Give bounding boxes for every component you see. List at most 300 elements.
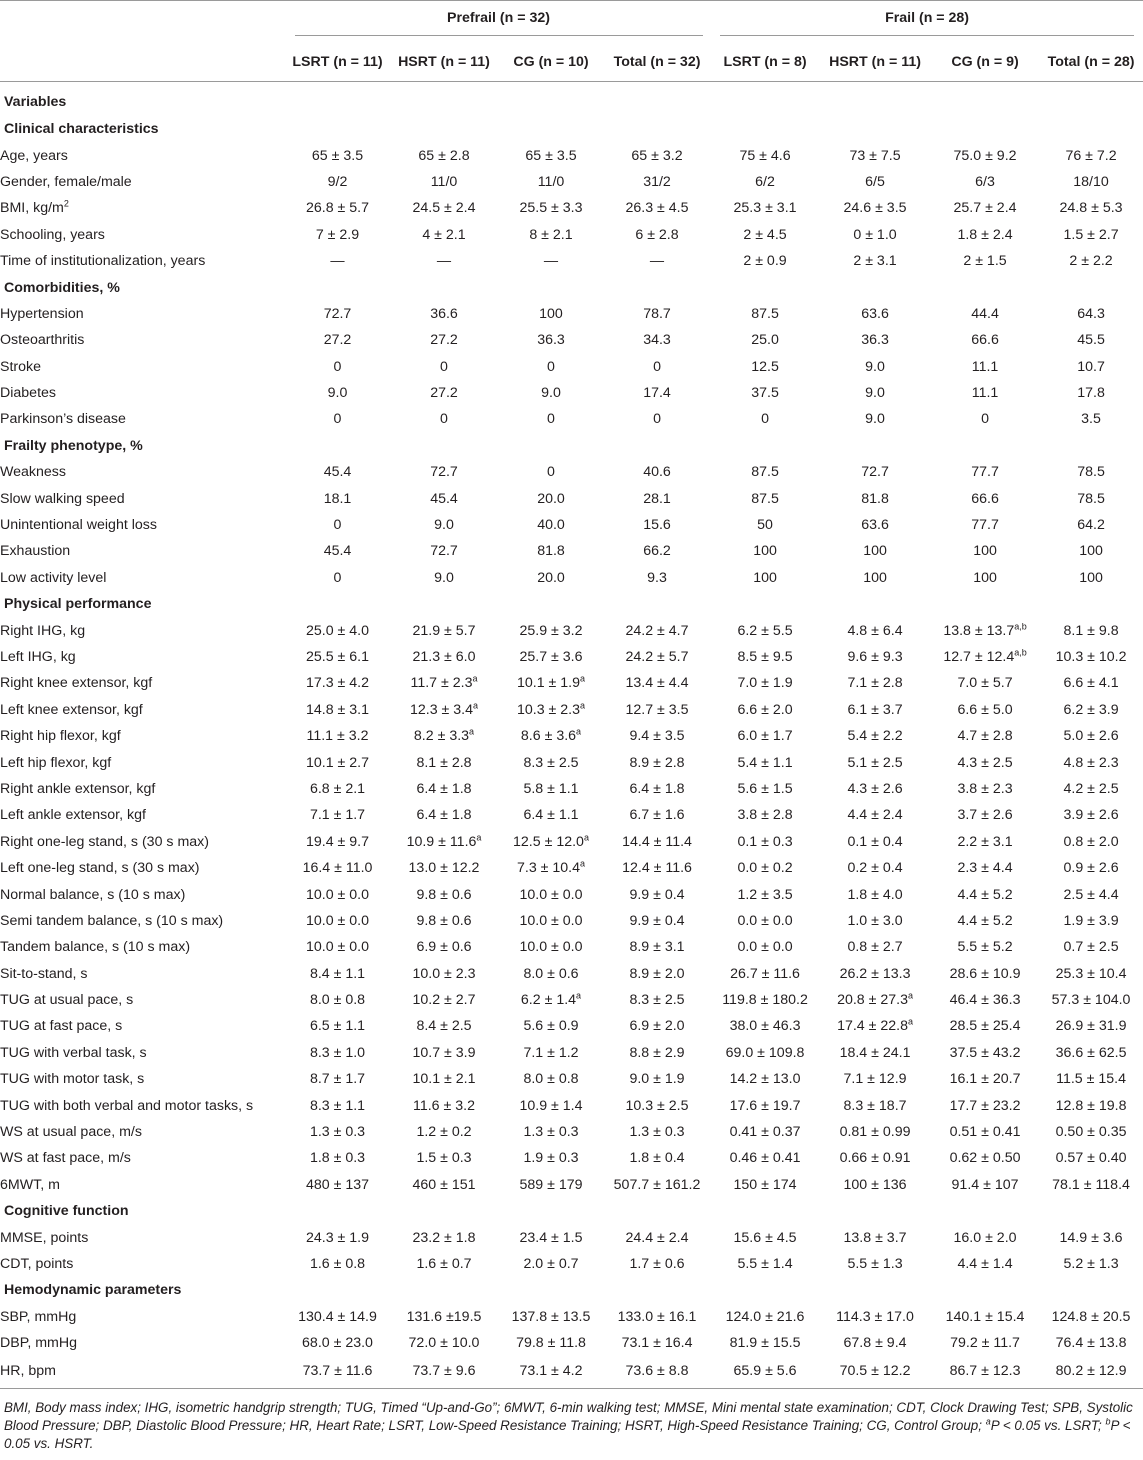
row-label-text: SBP, mmHg: [0, 1308, 77, 1325]
cell-value: 13.0 ± 12.2: [408, 860, 480, 877]
table-cell: [711, 142, 819, 168]
table-cell: [389, 1172, 499, 1198]
cell-value: 6.6 ± 4.1: [1063, 675, 1119, 692]
table-cell: [819, 934, 931, 960]
cell-value: 8.4 ± 1.1: [309, 965, 366, 982]
cell-value: 72.7: [323, 305, 352, 322]
cell-value: 4.7 ± 2.8: [957, 728, 1013, 745]
table-cell: [711, 1092, 819, 1118]
cell-value: 26.3 ± 4.5: [625, 200, 689, 217]
table-cell: [603, 1330, 711, 1356]
row-label-text: WS at usual pace, m/s: [0, 1124, 142, 1141]
table-cell: [931, 1013, 1039, 1039]
cell-value: 1.7 ± 0.6: [629, 1255, 685, 1272]
row-label: [0, 327, 286, 353]
cell-value: 17.4 ± 22.8: [837, 1018, 908, 1035]
table-cell: [1039, 1304, 1143, 1330]
column-header: CG (n = 10): [513, 54, 589, 70]
table-cell: [711, 617, 819, 643]
row-label: [0, 195, 286, 221]
table-row: [0, 1251, 1143, 1277]
table-cell: [499, 855, 603, 881]
cell-value: 25.3 ± 3.1: [733, 200, 797, 217]
table-cell: [603, 222, 711, 248]
row-label: [0, 1066, 286, 1092]
row-label: [0, 1356, 286, 1389]
cell-value: 9.0: [865, 358, 885, 375]
table-cell: [931, 670, 1039, 696]
cell-value: 37.5 ± 43.2: [949, 1044, 1021, 1061]
cell-value: 10.3 ± 2.5: [625, 1097, 689, 1114]
table-cell: [603, 1092, 711, 1118]
table-cell: [389, 987, 499, 1013]
cell-value: 1.2 ± 3.5: [737, 886, 793, 903]
row-label-text: Right ankle extensor, kgf: [0, 780, 156, 797]
table-cell: [499, 697, 603, 723]
table-cell: [711, 1040, 819, 1066]
cell-value: 16.1 ± 20.7: [949, 1071, 1021, 1088]
cell-value: 69.0 ± 109.8: [725, 1044, 805, 1061]
cell-value: 25.5 ± 3.3: [519, 200, 583, 217]
row-label: [0, 1119, 286, 1145]
cell-value: 1.9 ± 3.9: [1063, 912, 1119, 929]
table-cell: [499, 723, 603, 749]
table-cell: [286, 1119, 389, 1145]
table-cell: [389, 934, 499, 960]
table-cell: [711, 934, 819, 960]
cell-value: 1.3 ± 0.3: [523, 1124, 579, 1141]
significance-marker: a: [580, 858, 586, 869]
table-cell: [499, 987, 603, 1013]
cell-value: 2 ± 4.5: [743, 226, 787, 243]
cell-value: 11.5 ± 15.4: [1056, 1071, 1126, 1088]
cell-value: 10.0 ± 2.3: [412, 965, 476, 982]
table-cell: [286, 697, 389, 723]
table-cell: [603, 354, 711, 380]
cell-value: 12.5: [751, 358, 779, 375]
table-cell: [389, 749, 499, 775]
row-label-text: Weakness: [0, 464, 66, 481]
table-cell: [1039, 855, 1143, 881]
cell-value: 10.9 ± 1.4: [519, 1097, 583, 1114]
table-row: [0, 1304, 1143, 1330]
cell-value: 10.0 ± 0.0: [305, 886, 369, 903]
row-label-text: Left IHG, kg: [0, 649, 76, 665]
table-cell: [931, 459, 1039, 485]
table-row: [0, 934, 1143, 960]
table-cell: [286, 934, 389, 960]
table-cell: [603, 459, 711, 485]
cell-value: 8.9 ± 3.1: [629, 939, 685, 956]
table-cell: [603, 512, 711, 538]
table-cell: [389, 1224, 499, 1250]
table-cell: [499, 327, 603, 353]
table-cell: [389, 1066, 499, 1092]
table-cell: [286, 749, 389, 775]
table-cell: [819, 354, 931, 380]
cell-value: 6.4 ± 1.8: [416, 780, 472, 797]
table-cell: [499, 749, 603, 775]
group-header-frail: [711, 1, 1143, 44]
table-cell: [1039, 327, 1143, 353]
table-cell: [389, 961, 499, 987]
cell-value: 72.7: [430, 464, 458, 481]
row-label-text: Semi tandem balance, s (10 s max): [0, 912, 224, 929]
cell-value: 0: [653, 358, 661, 375]
cell-value: 3.8 ± 2.3: [957, 780, 1013, 797]
table-cell: [931, 1092, 1039, 1118]
significance-marker: a: [580, 673, 586, 684]
table-cell: [819, 617, 931, 643]
cell-value: 17.8: [1077, 385, 1105, 402]
cell-value: 17.3 ± 4.2: [305, 675, 369, 692]
section-heading: Hemodynamic parameters: [4, 1282, 182, 1299]
table-cell: [819, 565, 931, 591]
table-cell: [286, 301, 389, 327]
cell-value: 6/3: [975, 173, 995, 190]
cell-value: 73.7 ± 9.6: [412, 1362, 476, 1379]
table-cell: [1039, 1013, 1143, 1039]
table-cell: [286, 565, 389, 591]
cell-value: 79.8 ± 11.8: [516, 1335, 586, 1352]
table-cell: [286, 1224, 389, 1250]
table-cell: [286, 723, 389, 749]
cell-value: 9.0: [865, 411, 885, 428]
row-label-text: Time of institutionalization, years: [0, 253, 206, 270]
table-cell: [286, 1066, 389, 1092]
cell-value: 0: [547, 464, 555, 481]
cell-value: 0.0 ± 0.0: [737, 912, 793, 929]
table-row: [0, 169, 1143, 195]
cell-value: 70.5 ± 12.2: [839, 1362, 911, 1379]
cell-value: 9/2: [327, 173, 348, 190]
cell-value: 1.6 ± 0.8: [309, 1255, 366, 1272]
section-heading: Comorbidities, %: [4, 279, 120, 296]
table-cell: [286, 1172, 389, 1198]
cell-value: 10.9 ± 11.6: [406, 833, 477, 850]
table-cell: [499, 354, 603, 380]
row-label: [0, 829, 286, 855]
cell-value: 100: [1079, 543, 1103, 560]
cell-value: 26.2 ± 13.3: [839, 965, 911, 982]
cell-value: 78.5: [1077, 464, 1105, 481]
row-label-superscript: 2: [63, 198, 69, 209]
table-cell: [286, 538, 389, 564]
table-cell: [286, 908, 389, 934]
cell-value: 64.3: [1077, 305, 1105, 322]
empty-corner-cell: [0, 1, 286, 44]
table-cell: [603, 301, 711, 327]
table-cell: [1039, 776, 1143, 802]
cell-value: 100: [973, 569, 997, 586]
cell-value: 63.6: [861, 305, 889, 322]
row-label: [0, 723, 286, 749]
cell-value: 65 ± 3.2: [631, 147, 683, 164]
row-label-text: Parkinson’s disease: [0, 411, 126, 428]
table-cell: [819, 1040, 931, 1066]
table-cell: [931, 644, 1039, 670]
cell-value: 73.1 ± 4.2: [519, 1362, 583, 1379]
cell-value: —: [543, 253, 559, 270]
cell-value: 15.6 ± 4.5: [733, 1229, 797, 1246]
table-row: [0, 723, 1143, 749]
cell-value: 34.3: [643, 332, 671, 349]
table-cell: [603, 961, 711, 987]
table-cell: [499, 908, 603, 934]
cell-value: 8 ± 2.1: [529, 226, 573, 243]
cell-value: 75.0 ± 9.2: [953, 147, 1017, 164]
table-cell: [931, 327, 1039, 353]
significance-marker: a: [472, 673, 478, 684]
table-cell: [819, 1356, 931, 1389]
row-label-text: TUG at fast pace, s: [0, 1018, 123, 1035]
table-cell: [286, 1330, 389, 1356]
row-label-text: Low activity level: [0, 569, 107, 586]
table-cell: [711, 1013, 819, 1039]
table-cell: [603, 987, 711, 1013]
table-cell: [1039, 169, 1143, 195]
cell-value: 0: [440, 411, 448, 428]
cell-value: 0: [761, 411, 769, 428]
cell-value: 6 ± 2.8: [635, 226, 679, 243]
table-cell: [603, 881, 711, 907]
row-label-text: CDT, points: [0, 1255, 74, 1272]
table-cell: [819, 1172, 931, 1198]
cell-value: 18/10: [1073, 173, 1109, 190]
cell-value: 17.4: [643, 385, 671, 402]
cell-value: 26.8 ± 5.7: [305, 200, 369, 217]
table-cell: [603, 1172, 711, 1198]
cell-value: 72.7: [861, 464, 889, 481]
cell-value: 6.9 ± 2.0: [629, 1018, 685, 1035]
cell-value: 11.1: [971, 358, 999, 375]
cell-value: 100 ± 136: [843, 1176, 907, 1193]
cell-value: 79.2 ± 11.7: [950, 1335, 1020, 1352]
table-cell: [286, 485, 389, 511]
table-row: [0, 538, 1143, 564]
table-cell: [711, 1251, 819, 1277]
table-cell: [389, 565, 499, 591]
table-row: [0, 1119, 1143, 1145]
cell-value: 17.7 ± 23.2: [949, 1097, 1021, 1114]
table-cell: [286, 1304, 389, 1330]
cell-value: 15.6: [643, 517, 671, 534]
cell-value: 5.5 ± 1.3: [847, 1255, 903, 1272]
row-label: [0, 459, 286, 485]
cell-value: 21.9 ± 5.7: [412, 622, 476, 639]
table-cell: [931, 1224, 1039, 1250]
table-row: [0, 354, 1143, 380]
cell-value: 0.50 ± 0.35: [1055, 1124, 1127, 1141]
table-cell: [499, 1092, 603, 1118]
table-cell: [1039, 354, 1143, 380]
cell-value: 5.2 ± 1.3: [1063, 1255, 1119, 1272]
cell-value: 0.2 ± 0.4: [847, 860, 903, 877]
table-cell: [819, 961, 931, 987]
row-label: [0, 802, 286, 828]
table-cell: [603, 169, 711, 195]
row-label: [0, 881, 286, 907]
table-cell: [931, 1145, 1039, 1171]
table-cell: [603, 1304, 711, 1330]
table-cell: [819, 723, 931, 749]
cell-value: 21.3 ± 6.0: [412, 649, 476, 665]
cell-value: 81.8: [861, 490, 889, 507]
row-label: [0, 142, 286, 168]
cell-value: 25.7 ± 3.6: [519, 649, 583, 665]
table-cell: [499, 802, 603, 828]
row-label-text: BMI, kg/m: [0, 200, 64, 217]
row-label: [0, 565, 286, 591]
cell-value: 0: [547, 358, 555, 375]
table-cell: [1039, 459, 1143, 485]
cell-value: 1.8 ± 2.4: [957, 226, 1013, 243]
column-header: CG (n = 9): [951, 54, 1019, 70]
cell-value: 2.2 ± 3.1: [957, 833, 1013, 850]
table-cell: [499, 1040, 603, 1066]
table-cell: [499, 1356, 603, 1389]
row-label: [0, 1092, 286, 1118]
cell-value: 50: [757, 517, 773, 534]
cell-value: 5.5 ± 5.2: [957, 939, 1013, 956]
table-cell: [499, 538, 603, 564]
table-cell: [931, 802, 1039, 828]
table-cell: [1039, 1224, 1143, 1250]
table-cell: [286, 802, 389, 828]
table-cell: [819, 1066, 931, 1092]
table-cell: [603, 565, 711, 591]
table-cell: [499, 617, 603, 643]
table-cell: [603, 670, 711, 696]
cell-value: 1.6 ± 0.7: [416, 1255, 472, 1272]
table-cell: [499, 670, 603, 696]
cell-value: 65 ± 2.8: [418, 147, 470, 164]
row-label-text: WS at fast pace, m/s: [0, 1150, 131, 1167]
cell-value: 45.4: [430, 490, 458, 507]
table-header: [0, 1, 1143, 82]
table-row: [0, 1040, 1143, 1066]
cell-value: 9.0: [327, 385, 348, 402]
table-cell: [819, 222, 931, 248]
table-cell: [931, 222, 1039, 248]
table-cell: [286, 354, 389, 380]
table-cell: [931, 1330, 1039, 1356]
footnote-text: BMI, Body mass index; IHG, isometric handgrip strength; TUG, Timed “Up-and-Go”; 6MWT, 6-min walking test; MMSE, Mini mental state examination; CDT, Clock Drawing Test; SPB, Systolic Blood Pressure; DBP, Diastolic Blood Pressure; HR, Heart Rate; LSRT, Low-Speed Resistance Training; HSRT, High-Speed Resistance Training; CG, Control Group;: [4, 1400, 1133, 1434]
table-cell: [389, 723, 499, 749]
cell-value: 0.0 ± 0.2: [737, 860, 793, 877]
row-label: [0, 485, 286, 511]
cell-value: 13.8 ± 3.7: [843, 1229, 907, 1246]
row-label-text: Right hip flexor, kgf: [0, 728, 121, 745]
table-cell: [931, 1066, 1039, 1092]
cell-value: 64.2: [1077, 517, 1105, 534]
table-cell: [603, 776, 711, 802]
table-cell: [931, 749, 1039, 775]
cell-value: 10.2 ± 2.7: [412, 992, 476, 1009]
cell-value: 3.5: [1081, 411, 1101, 428]
table-cell: [603, 829, 711, 855]
table-cell: [711, 406, 819, 432]
table-cell: [603, 855, 711, 881]
table-cell: [931, 380, 1039, 406]
row-label: [0, 749, 286, 775]
table-cell: [499, 1013, 603, 1039]
cell-value: 0.51 ± 0.41: [949, 1124, 1021, 1141]
cell-value: 480 ± 137: [305, 1176, 369, 1193]
table-cell: [499, 301, 603, 327]
table-row: [0, 1092, 1143, 1118]
table-row: [0, 829, 1143, 855]
significance-marker: a: [583, 832, 589, 842]
cell-value: 6.2 ± 5.5: [737, 622, 793, 639]
cell-value: 8.3 ± 1.1: [309, 1097, 366, 1114]
table-cell: [819, 380, 931, 406]
cell-value: 589 ± 179: [519, 1176, 583, 1193]
table-cell: [1039, 829, 1143, 855]
significance-marker: a,b: [1014, 647, 1027, 658]
cell-value: 4.4 ± 2.4: [847, 807, 903, 824]
table-cell: [499, 406, 603, 432]
table-cell: [819, 327, 931, 353]
row-label-text: TUG with verbal task, s: [0, 1044, 147, 1061]
cell-value: 6.4 ± 1.1: [523, 807, 579, 824]
table-cell: [931, 987, 1039, 1013]
table-cell: [499, 1224, 603, 1250]
table-cell: [1039, 670, 1143, 696]
section-heading: Frailty phenotype, %: [4, 437, 143, 454]
cell-value: 24.5 ± 2.4: [412, 200, 476, 217]
table-cell: [1039, 1172, 1143, 1198]
table-row: [0, 1172, 1143, 1198]
table-cell: [286, 855, 389, 881]
table-cell: [389, 248, 499, 274]
table-cell: [1039, 749, 1143, 775]
cell-value: 65.9 ± 5.6: [733, 1362, 797, 1379]
table-cell: [499, 1251, 603, 1277]
table-cell: [389, 802, 499, 828]
row-label: [0, 1251, 286, 1277]
cell-value: 8.9 ± 2.0: [629, 965, 685, 982]
cell-value: 2.5 ± 4.4: [1063, 886, 1119, 903]
cell-value: 1.0 ± 3.0: [847, 912, 903, 929]
table-cell: [286, 459, 389, 485]
table-row: [0, 222, 1143, 248]
table-cell: [931, 697, 1039, 723]
cell-value: 81.8: [537, 543, 565, 560]
table-cell: [286, 195, 389, 221]
table-cell: [389, 855, 499, 881]
cell-value: 10.7: [1077, 358, 1105, 375]
table-row: [0, 881, 1143, 907]
row-label: [0, 1304, 286, 1330]
cell-value: 46.4 ± 36.3: [949, 992, 1021, 1009]
cell-value: 10.0 ± 0.0: [519, 939, 583, 956]
cell-value: 81.9 ± 15.5: [729, 1335, 801, 1352]
cell-value: 27.2: [430, 332, 458, 349]
table-cell: [931, 723, 1039, 749]
table-cell: [1039, 485, 1143, 511]
cell-value: 3.8 ± 2.8: [737, 807, 793, 824]
table-cell: [1039, 1330, 1143, 1356]
table-cell: [603, 406, 711, 432]
table-cell: [711, 1066, 819, 1092]
table-row: [0, 855, 1143, 881]
table-cell: [931, 829, 1039, 855]
cell-value: 6.8 ± 2.1: [309, 780, 366, 797]
row-label-text: HR, bpm: [0, 1362, 56, 1379]
table-cell: [603, 1040, 711, 1066]
table-cell: [499, 934, 603, 960]
